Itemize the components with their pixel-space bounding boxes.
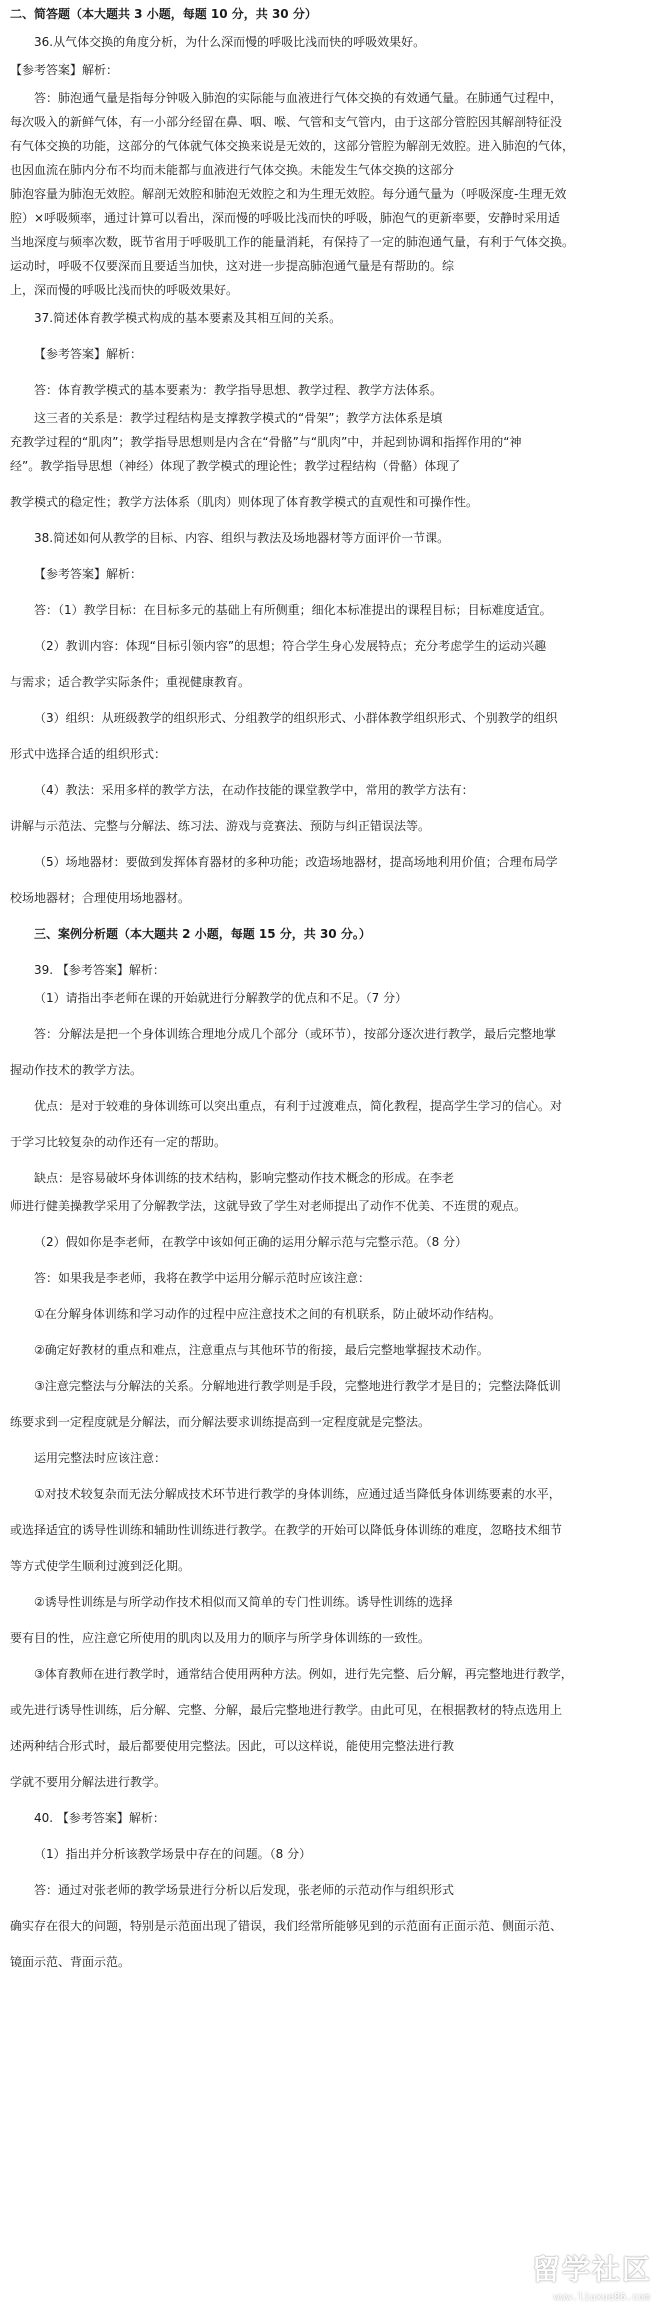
- q37-answer-line: 教学模式的稳定性；教学方法体系（肌肉）则体现了体育教学模式的直观性和可操作性。: [10, 495, 479, 509]
- q38-item: 与需求；适合教学实际条件；重视健康教育。: [10, 675, 251, 689]
- q36-answer-line: 每次吸入的新鲜气体，有一小部分经留在鼻、咽、喉、气管和支气管内，由于这部分管腔因其解剖特征没: [10, 115, 563, 129]
- q39-part1-title: （1）请指出李老师在课的开始就进行分解教学的优点和不足。（7 分）: [34, 991, 408, 1005]
- q36-question: 36.从气体交换的角度分析，为什么深而慢的呼吸比浅而快的呼吸效果好。: [34, 35, 426, 49]
- watermark-logo-text: 留学社区: [531, 2253, 652, 2286]
- watermark-url: www.liuxue86.com: [553, 2292, 650, 2303]
- q39-ref: 39. 【参考答案】解析：: [34, 963, 165, 977]
- q39-text: 优点：是对于较难的身体训练可以突出重点，有利于过渡难点，简化教程，提高学生学习的信心。对: [34, 1099, 563, 1113]
- q39-text: 等方式使学生顺利过渡到泛化期。: [10, 1559, 191, 1573]
- section3-heading: 三、案例分析题（本大题共 2 小题，每题 15 分，共 30 分。）: [34, 927, 371, 941]
- q39-text: ①对技术较复杂而无法分解成技术环节进行教学的身体训练，应通过适当降低身体训练要素的水平，: [34, 1487, 561, 1501]
- q39-text: 于学习比较复杂的动作还有一定的帮助。: [10, 1135, 227, 1149]
- q39-text: 答：分解法是把一个身体训练合理地分成几个部分（或环节），按部分逐次进行教学，最后完整地掌: [34, 1027, 557, 1041]
- q40-ref: 40. 【参考答案】解析：: [34, 1811, 165, 1825]
- q39-text: 师进行健美操教学采用了分解教学法，这就导致了学生对老师提出了动作不优美、不连贯的观点。: [10, 1199, 527, 1213]
- q39-text: 缺点：是容易破坏身体训练的技术结构，影响完整动作技术概念的形成。在李老: [34, 1171, 455, 1185]
- q36-answer-line: 腔）×呼吸频率，通过计算可以看出，深而慢的呼吸比浅而快的呼吸，肺泡气的更新率要，安静时采用适: [10, 211, 561, 225]
- q39-text: 答：如果我是李老师，我将在教学中运用分解示范时应该注意：: [34, 1271, 371, 1285]
- q38-item: （4）教法：采用多样的教学方法，在动作技能的课堂教学中，常用的教学方法有：: [34, 783, 474, 797]
- q38-item: （5）场地器材：要做到发挥体育器材的多种功能；改造场地器材，提高场地利用价值；合理布局学: [34, 855, 558, 869]
- q39-text: 运用完整法时应该注意：: [34, 1451, 167, 1465]
- q36-answer-line: 运动时，呼吸不仅要深而且要适当加快，这对进一步提高肺泡通气量是有帮助的。综: [10, 259, 455, 273]
- q36-answer-line: 有气体交换的功能，这部分的气体就气体交换来说是无效的，这部分管腔为解剖无效腔。进入肺泡的气体，: [10, 139, 575, 153]
- q36-answer-line: 肺泡容量为肺泡无效腔。解剖无效腔和肺泡无效腔之和为生理无效腔。每分通气量为（呼吸深度-生理无效: [10, 187, 567, 201]
- q38-ref: 【参考答案】解析：: [34, 567, 143, 581]
- q36-answer-line: 也因血流在肺内分布不均而未能都与血液进行气体交换。未能发生气体交换的这部分: [10, 163, 455, 177]
- question-39: [10, 962, 652, 1790]
- q36-answer-line: 答：肺泡通气量是指每分钟吸入肺泡的实际能与血液进行气体交换的有效通气量。在肺通气过程中，: [34, 91, 563, 105]
- q39-text: 要有目的性，应注意它所使用的肌肉以及用力的顺序与所学身体训练的一致性。: [10, 1631, 431, 1645]
- q40-text: 确实存在很大的问题，特别是示范面出现了错误，我们经常所能够见到的示范面有正面示范、侧面示范、: [10, 1919, 563, 1933]
- q39-text: 握动作技术的教学方法。: [10, 1063, 143, 1077]
- q39-text: ③注意完整法与分解法的关系。分解地进行教学则是手段，完整地进行教学才是目的；完整法降低训: [34, 1379, 561, 1393]
- q39-text: 或选择适宜的诱导性训练和辅助性训练进行教学。在教学的开始可以降低身体训练的难度，忽略技术细节: [10, 1523, 563, 1537]
- q39-text: ①在分解身体训练和学习动作的过程中应注意技术之间的有机联系，防止破坏动作结构。: [34, 1307, 501, 1321]
- q40-text: 答：通过对张老师的教学场景进行分析以后发现，张老师的示范动作与组织形式: [34, 1883, 455, 1897]
- q36-answer-line: 当地深度与频率次数，既节省用于呼吸肌工作的能量消耗，有保持了一定的肺泡通气量，有利于气体交换。: [10, 235, 575, 249]
- question-36: [10, 34, 652, 298]
- q37-ref: 【参考答案】解析：: [34, 347, 143, 361]
- q38-item: （3）组织：从班级教学的组织形式、分组教学的组织形式、小群体教学组织形式、个别教学的组织: [34, 711, 558, 725]
- q39-text: 或先进行诱导性训练，后分解、完整、分解，最后完整地进行教学。由此可见，在根据教材的特点选用上: [10, 1703, 563, 1717]
- question-37: [10, 310, 652, 510]
- q38-question: 38.简述如何从教学的目标、内容、组织与教法及场地器材等方面评价一节课。: [34, 531, 450, 545]
- q39-text: 练要求到一定程度就是分解法，而分解法要求训练提高到一定程度就是完整法。: [10, 1415, 431, 1429]
- q37-answer-line: 经”。教学指导思想（神经）体现了教学模式的理论性；教学过程结构（骨骼）体现了: [10, 459, 461, 473]
- section2-heading: 二、简答题（本大题共 3 小题，每题 10 分，共 30 分）: [10, 7, 317, 21]
- q39-text: 述两种结合形式时，最后都要使用完整法。因此，可以这样说，能使用完整法进行教: [10, 1739, 455, 1753]
- q38-item: 讲解与示范法、完整与分解法、练习法、游戏与竞赛法、预防与纠正错误法等。: [10, 819, 431, 833]
- question-38: [10, 530, 652, 906]
- q39-text: ②确定好教材的重点和难点，注意重点与其他环节的衔接，最后完整地掌握技术动作。: [34, 1343, 489, 1357]
- q38-item: （2）教训内容：体现“目标引领内容”的思想；符合学生身心发展特点；充分考虑学生的运动兴趣: [34, 639, 547, 653]
- q38-item: 形式中选择合适的组织形式：: [10, 747, 167, 761]
- q36-ref: 【参考答案】解析：: [10, 63, 119, 77]
- q37-answer-line: 充教学过程的“肌肉”；教学指导思想则是内含在“骨骼”与“肌肉”中，并起到协调和指挥作用的“神: [10, 435, 522, 449]
- question-40: [10, 1810, 652, 1970]
- q39-part2-title: （2）假如你是李老师，在教学中该如何正确的运用分解示范与完整示范。（8 分）: [34, 1235, 468, 1249]
- q37-answer-line: 这三者的关系是：教学过程结构是支撑教学模式的“骨架”；教学方法体系是填: [34, 411, 443, 425]
- q39-text: ②诱导性训练是与所学动作技术相似而又简单的专门性训练。诱导性训练的选择: [34, 1595, 453, 1609]
- q40-part1-title: （1）指出并分析该教学场景中存在的问题。（8 分）: [34, 1847, 312, 1861]
- q39-text: 学就不要用分解法进行教学。: [10, 1775, 167, 1789]
- q37-question: 37.简述体育教学模式构成的基本要素及其相互间的关系。: [34, 311, 342, 325]
- q38-item: 答：（1）教学目标：在目标多元的基础上有所侧重；细化本标准提出的课程目标；目标难度适宜。: [34, 603, 552, 617]
- q38-item: 校场地器材；合理使用场地器材。: [10, 891, 191, 905]
- q37-answer-line: 答：体育教学模式的基本要素为：教学指导思想、教学过程、教学方法体系。: [34, 383, 443, 397]
- q39-text: ③体育教师在进行教学时，通常结合使用两种方法。例如，进行先完整、后分解，再完整地进行教学，: [34, 1667, 573, 1681]
- q40-text: 镜面示范、背面示范。: [10, 1955, 131, 1969]
- q36-answer-line: 上，深而慢的呼吸比浅而快的呼吸效果好。: [10, 283, 239, 297]
